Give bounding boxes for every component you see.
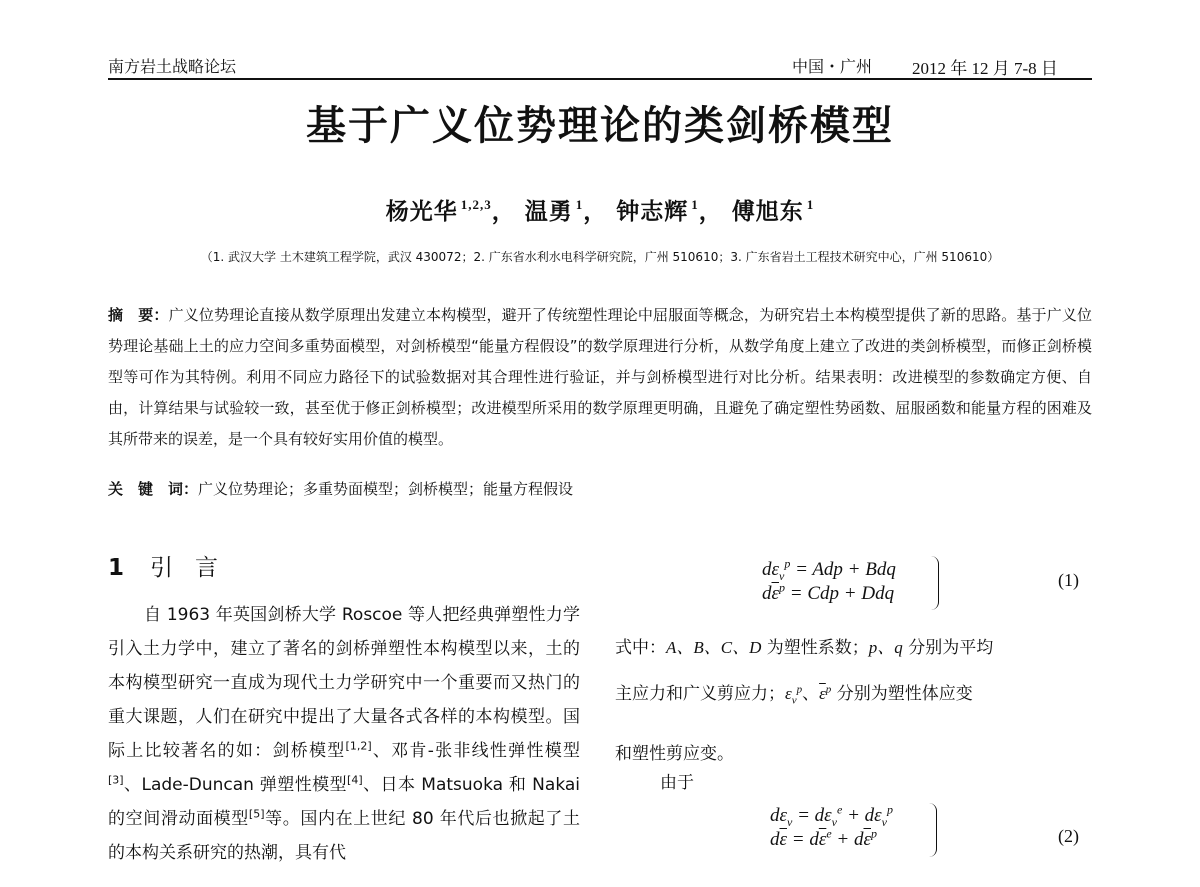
author-name: 钟志辉 bbox=[616, 198, 689, 225]
equation-1-number: (1) bbox=[1058, 570, 1079, 590]
abstract-label: 摘 要： bbox=[108, 306, 169, 324]
because-text: 由于 bbox=[660, 773, 694, 793]
where-line-1: 式中：A、B、C、D 为塑性系数；p、q 分别为平均 bbox=[615, 638, 994, 658]
section-heading bbox=[108, 549, 240, 582]
citation: [1,2] bbox=[345, 739, 372, 753]
citation: [4] bbox=[347, 773, 363, 787]
equation-brace bbox=[928, 803, 937, 857]
equation-1: $d\varepsilon_v^p$ = Adp + Bdq $d\overline{\varepsilon}^p$ = Cdp + Ddq bbox=[762, 556, 896, 604]
intro-text-part: 等。国内在上世纪 80 年代后也掀起了土的本构关系研究的热潮，具有代 bbox=[108, 809, 580, 863]
affiliations: （1. 武汉大学 土木建筑工程学院，武汉 430072；2. 广东省水利水电科学研究院，广州 510610；3. 广东省岩土工程技术研究中心，广州 510610） bbox=[200, 250, 1000, 264]
paper-title: 基于广义位势理论的类剑桥模型 bbox=[306, 103, 894, 149]
section-number: 1 bbox=[108, 555, 125, 581]
intro-text-part: 、日本 Matsuoka 和 Nakai 的空间滑动面模型 bbox=[108, 775, 581, 829]
author-list: 杨光华 $^{1,2,3}$， 温勇 $^1$， 钟志辉 $^1$， 傅旭东 $^1$ bbox=[385, 197, 815, 225]
intro-text-part: 自 1963 年英国剑桥大学 Roscoe 等人把经典弹塑性力学引入土力学中，建立了著名的剑桥弹塑性本构模型以来，土的本构模型研究一直成为现代土力学研究中一个重要而又热门的重大课题，人们在研究中提出了大量各式各样的本构模型。国际上比较著名的如：剑桥模型 bbox=[108, 605, 580, 761]
author-affil-sup: 1 bbox=[691, 197, 699, 212]
equation-2: $d\varepsilon_v = d\varepsilon_v^e + d\varepsilon_v^p$ $d\overline{\varepsilon} = d\overline{\varepsilon}^e + d\overline{\varepsilon}^p$ bbox=[770, 802, 893, 850]
abstract bbox=[108, 300, 1092, 455]
citation: [3] bbox=[108, 773, 124, 787]
author-affil-sup: 1 bbox=[806, 197, 815, 212]
keywords-text: 广义位势理论；多重势面模型；剑桥模型；能量方程假设 bbox=[198, 480, 574, 498]
right-column-text bbox=[615, 628, 1092, 774]
where-line-2: 主应力和广义剪应力；$\varepsilon_v^p$、$\overline{\varepsilon}^p$ 分别为塑性体应变 bbox=[615, 683, 973, 707]
citation: [5] bbox=[248, 807, 265, 821]
section-title: 引言 bbox=[150, 555, 240, 581]
equation-2-number: (2) bbox=[1058, 826, 1079, 846]
keywords-label: 关 键 词： bbox=[108, 480, 199, 498]
author-affil-sup: 1 bbox=[575, 197, 584, 212]
where-line-3: 和塑性剪应变。 bbox=[615, 744, 734, 764]
author-affil-sup: 1,2,3 bbox=[460, 197, 492, 212]
header-rule bbox=[108, 78, 1092, 80]
running-header-left: 南方岩土战略论坛 bbox=[108, 57, 237, 76]
author-name: 温勇 bbox=[524, 198, 573, 225]
left-column-text bbox=[108, 598, 580, 870]
keywords bbox=[108, 478, 1092, 499]
intro-text-part: 、Lade-Duncan 弹塑性模型 bbox=[123, 775, 348, 795]
equation-brace bbox=[930, 556, 939, 610]
intro-text-part: 、邓肯-张非线性弹性模型 bbox=[371, 741, 580, 761]
running-header-location: 中国・广州 bbox=[792, 57, 873, 76]
running-header-date: 2012 年 12 月 7-8 日 bbox=[912, 59, 1058, 78]
intro-paragraph bbox=[108, 598, 580, 870]
author-name: 杨光华 bbox=[385, 198, 458, 225]
abstract-text: 广义位势理论直接从数学原理出发建立本构模型，避开了传统塑性理论中屈服面等概念，为研究岩土本构模型提供了新的思路。基于广义位势理论基础上土的应力空间多重势面模型，对剑桥模型“能量方程假设”的数学原理进行分析，从数学角度上建立了改进的类剑桥模型，而修正剑桥模型等可作为其特例。利用不同应力路径下的试验数据对其合理性进行验证，并与剑桥模型进行对比分析。结果表明：改进模型的参数确定方便、自由，计算结果与试验较一致，甚至优于修正剑桥模型；改进模型所采用的数学原理更明确，且避免了确定塑性势函数、屈服函数和能量方程的困难及其所带来的误差，是一个具有较好实用价值的模型。 bbox=[108, 306, 1092, 448]
author-name: 傅旭东 bbox=[731, 198, 804, 225]
